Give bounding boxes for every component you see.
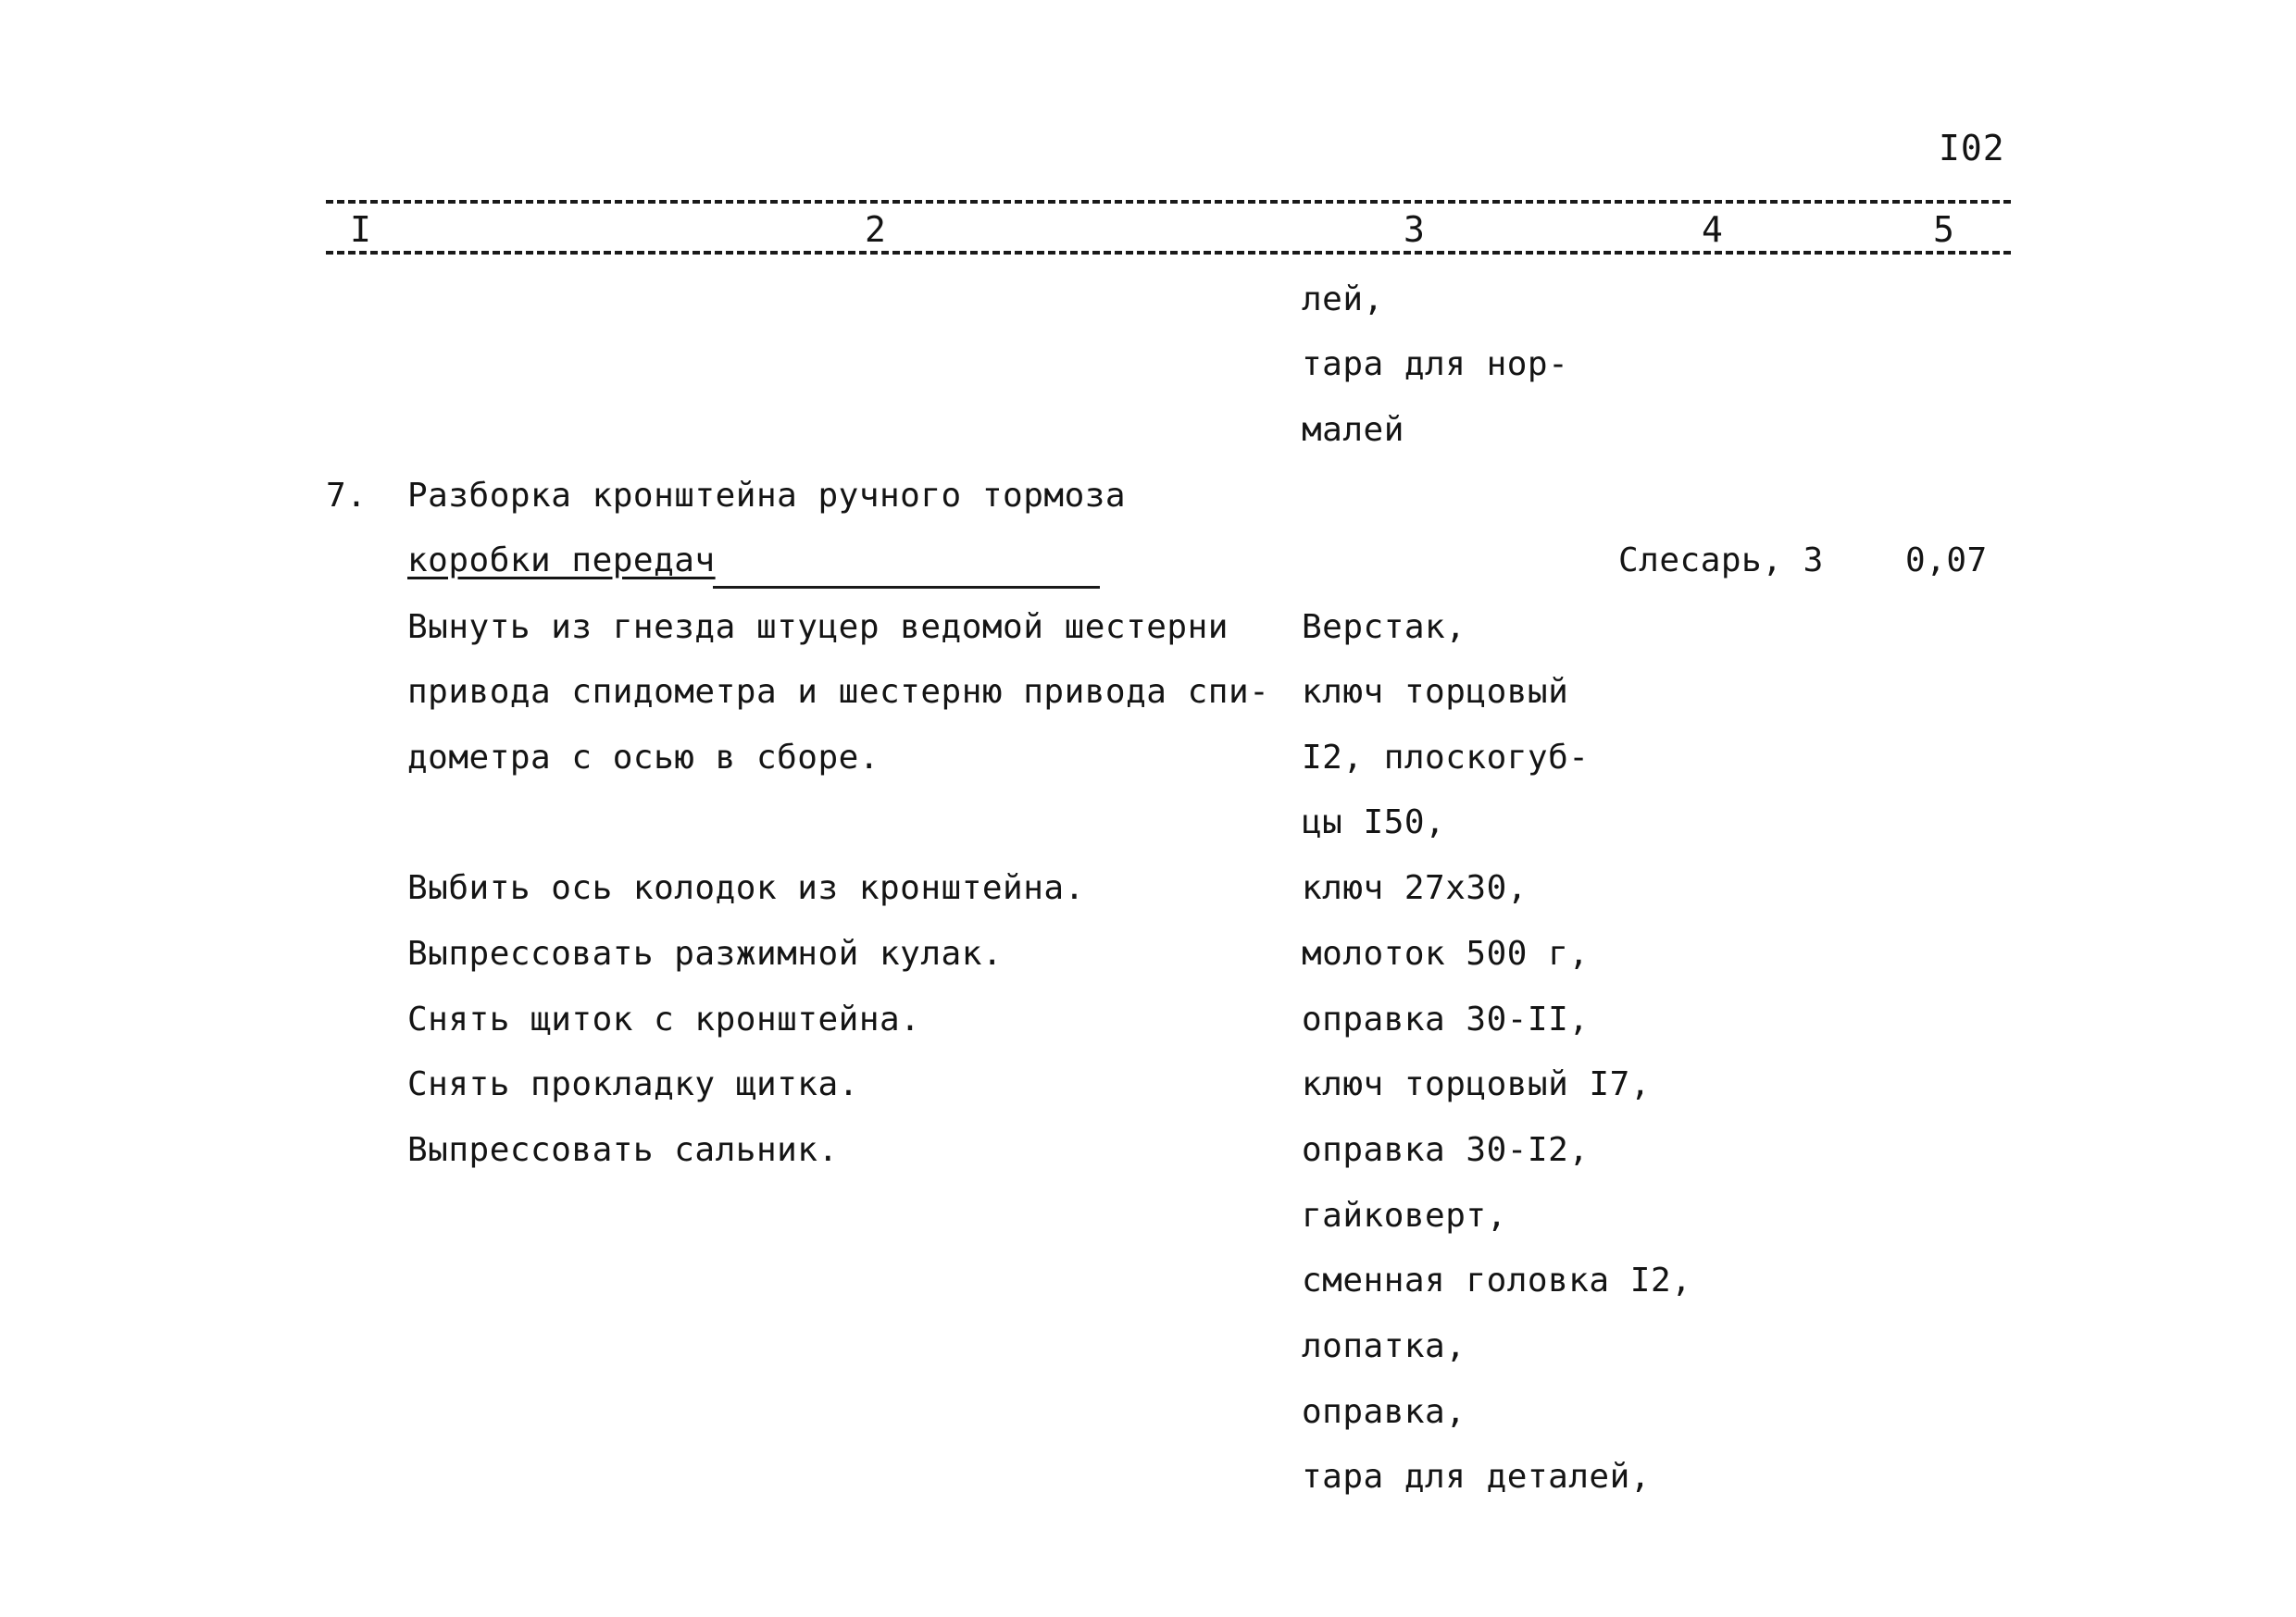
- time-norm: 0,07: [1905, 541, 1988, 579]
- tool-line: тара для деталей,: [1302, 1458, 1651, 1496]
- operation-line: привода спидометра и шестерню привода спи-: [407, 673, 1270, 711]
- performer: Слесарь, 3: [1618, 541, 1824, 579]
- page-number: I02: [1939, 128, 2005, 168]
- tool-line: лопатка,: [1302, 1327, 1466, 1365]
- tool-line: гайковерт,: [1302, 1197, 1507, 1235]
- column-number-4: 4: [1698, 209, 1727, 250]
- tool-line: молоток 500 г,: [1302, 935, 1590, 973]
- operation-line: Снять щиток с кронштейна.: [407, 1001, 921, 1039]
- tool-line: оправка,: [1302, 1393, 1466, 1431]
- tool-line: I2, плоскогуб-: [1302, 739, 1590, 777]
- operation-line: дометра с осью в сборе.: [407, 739, 880, 777]
- operation-line: Выпрессовать разжимной кулак.: [407, 935, 1004, 973]
- tool-line: оправка 30-I2,: [1302, 1131, 1590, 1169]
- item-number: 7.: [326, 477, 368, 515]
- column-number-2: 2: [861, 209, 890, 250]
- column-number-1: I: [346, 209, 375, 250]
- header-bottom-rule: [326, 251, 2011, 255]
- tool-line: Верстак,: [1302, 608, 1466, 646]
- tool-line: оправка 30-II,: [1302, 1001, 1590, 1039]
- operation-line: Снять прокладку щитка.: [407, 1065, 859, 1103]
- title-underline: [713, 586, 1100, 589]
- tool-line: тара для нор-: [1302, 345, 1569, 383]
- tool-line: ключ торцовый: [1302, 673, 1569, 711]
- tool-line: ключ торцовый I7,: [1302, 1065, 1651, 1103]
- tool-line: цы I50,: [1302, 803, 1446, 841]
- column-number-5: 5: [1929, 209, 1958, 250]
- operation-line: Выпрессовать сальник.: [407, 1131, 839, 1169]
- header-top-rule: [326, 200, 2011, 204]
- operation-line: Выбить ось колодок из кронштейна.: [407, 869, 1085, 907]
- operation-line: Вынуть из гнезда штуцер ведомой шестерни: [407, 608, 1229, 646]
- tool-line: малей: [1302, 411, 1404, 449]
- tool-line: сменная головка I2,: [1302, 1262, 1692, 1300]
- tool-line: лей,: [1302, 280, 1384, 318]
- item-title-line-2: коробки передач: [407, 541, 716, 579]
- tool-line: ключ 27х30,: [1302, 869, 1528, 907]
- column-number-3: 3: [1400, 209, 1429, 250]
- item-title-line-1: Разборка кронштейна ручного тормоза: [407, 477, 1127, 515]
